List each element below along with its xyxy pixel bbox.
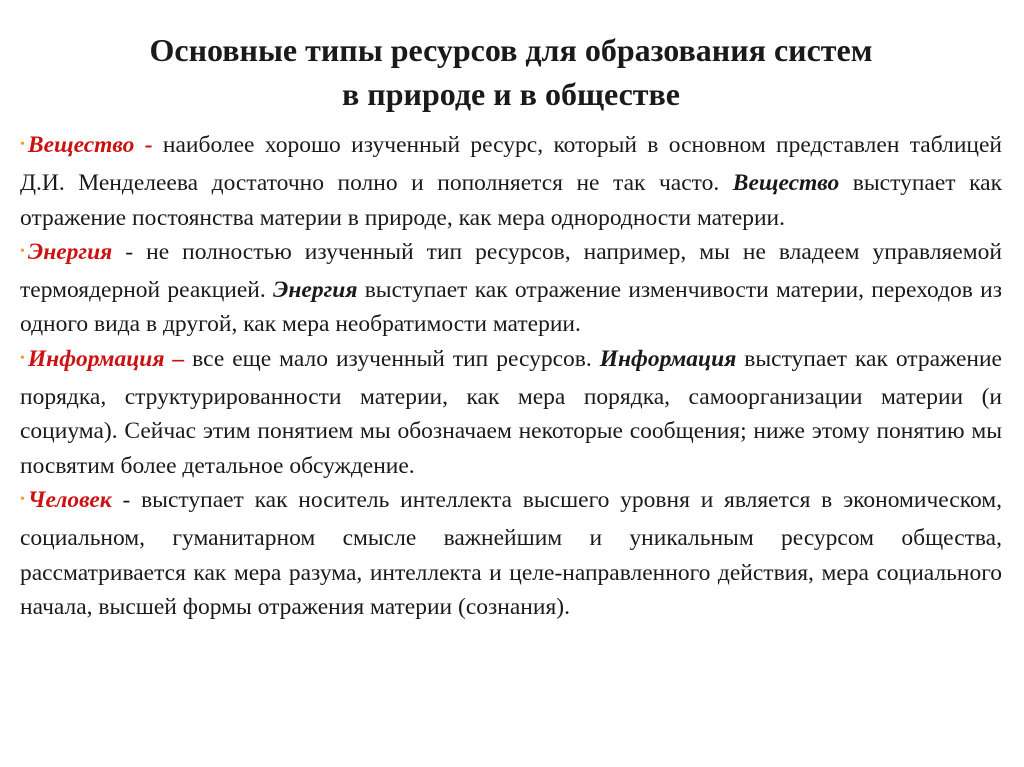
term-human: Человек (27, 486, 112, 513)
bullet-icon: • (20, 350, 25, 366)
bullet-text: все еще мало изученный тип ресурсов. (184, 345, 600, 372)
bullet-icon: • (20, 243, 25, 259)
term-emphasis: Энергия (273, 277, 358, 304)
term-emphasis: Вещество (732, 170, 840, 197)
title-line-1: Основные типы ресурсов для образования систем (149, 32, 873, 68)
bullet-item-human (20, 483, 1002, 624)
term-substance: Вещество - (27, 132, 153, 158)
bullet-icon: • (20, 491, 25, 507)
bullet-list (20, 128, 1002, 624)
bullet-text: выступает как отражение порядка, структурированности материи, как мера порядка, самоорганизации материи (и социума). Сейчас этим понятием мы обозначаем некоторые сообщения; ниже этому понятию мы посвятим более детальное обсуждение. (20, 345, 1002, 479)
bullet-text: - не полностью изученный тип ресурсов, например, мы не владеем управляемой термоядерной реакцией. (20, 238, 1002, 304)
term-information: Информация – (27, 345, 185, 372)
slide-title (20, 28, 1002, 116)
title-line-2: в природе и в обществе (342, 76, 680, 112)
term-energy: Энергия (27, 238, 113, 265)
bullet-text: наиболее хорошо изученный ресурс, который в основном представлен таблицей Д.И. Менделеева достаточно полно и пополняется не так часто. (20, 132, 1002, 197)
bullet-text: - выступает как носитель интеллекта высшего уровня и является в экономическом, социальном, гуманитарном смысле важнейшим и уникальным ресурсом общества, рассматривается как мера разума, интеллекта и целе-направленного действия, мера социального начала, высшей формы отражения материи (сознания). (20, 486, 1002, 620)
bullet-text: выступает как отражение постоянства материи в природе, как мера однородности материи. (20, 170, 1002, 231)
bullet-text: выступает как отражение изменчивости материи, переходов из одного вида в другой, как мера необратимости материи. (20, 277, 1002, 338)
bullet-item-substance (20, 128, 1002, 235)
bullet-icon: • (20, 137, 25, 152)
term-emphasis: Информация (599, 345, 737, 372)
bullet-item-information (20, 342, 1002, 483)
bullet-item-energy (20, 235, 1002, 342)
